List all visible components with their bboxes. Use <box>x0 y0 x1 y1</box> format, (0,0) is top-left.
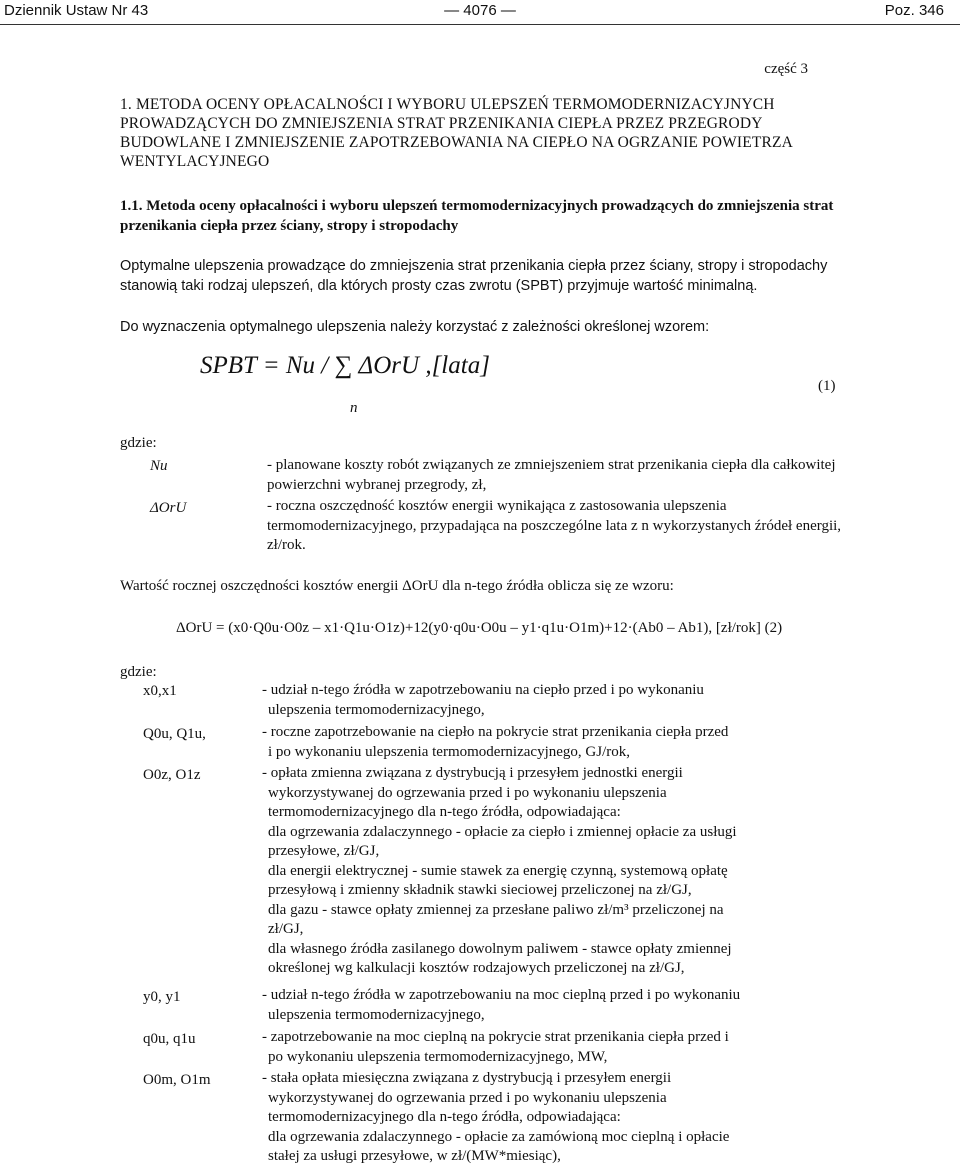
def-line: przesyłowe, zł/GJ, <box>268 843 380 859</box>
definition-q-small <box>262 1028 847 1067</box>
def-line: dla ogrzewania zdalaczynnego - opłacie za ciepło i zmiennej opłacie za usługi <box>268 823 737 840</box>
def-line: - opłata zmienna związana z dystrybucją i przesyłem jednostki energii <box>262 765 683 781</box>
header-divider <box>0 24 960 25</box>
part-label: część 3 <box>764 61 808 77</box>
symbol-nu: Nu <box>150 458 168 474</box>
def-line: zł/GJ, <box>268 921 304 937</box>
symbol-q: Q0u, Q1u, <box>143 726 206 742</box>
def-line: - udział n-tego źródła w zapotrzebowaniu na moc cieplną przed i po wykonaniu <box>262 987 741 1003</box>
definition-q <box>262 723 847 762</box>
symbol-q-small: q0u, q1u <box>143 1031 196 1047</box>
journal-name: Dziennik Ustaw Nr 43 <box>4 2 149 19</box>
def-line: termomodernizacyjnego dla n-tego źródła, odpowiadająca: <box>268 804 621 820</box>
def-line: - udział n-tego źródła w zapotrzebowaniu na ciepło przed i po wykonaniu <box>262 682 704 698</box>
def-line: i po wykonaniu ulepszenia termomodernizacyjnego, GJ/rok, <box>268 743 630 760</box>
def-line: określonej wg kalkulacji kosztów rodzajowych przeliczonej na zł/GJ, <box>268 960 685 976</box>
equation-number-1: (1) <box>818 378 836 394</box>
definition-delta-oru: - roczna oszczędność kosztów energii wynikająca z zastosowania ulepszenia termomodernizacyjnego, przypadająca na poszczególne lata z n wykorzystanych źródeł energii, zł/rok. <box>267 498 842 553</box>
def-line: ulepszenia termomodernizacyjnego, <box>268 1006 485 1023</box>
symbol-oz: O0z, O1z <box>143 767 201 783</box>
definition-oz <box>262 764 847 979</box>
def-line: - roczne zapotrzebowanie na ciepło na pokrycie strat przenikania ciepła przed <box>262 724 729 740</box>
formula-savings: ΔOrU = (x0·Q0u·O0z – x1·Q1u·O1z)+12(y0·q0u·O0u – y1·q1u·O1m)+12·(Ab0 – Ab1), [zł/rok] (2) <box>176 620 783 636</box>
definition-om <box>262 1069 847 1167</box>
paragraph-formula-intro: Do wyznaczenia optymalnego ulepszenia należy korzystać z zależności określonej wzorem: <box>120 319 710 335</box>
definition-y <box>262 986 847 1025</box>
symbol-y: y0, y1 <box>143 989 181 1005</box>
subsection-title: 1.1. Metoda oceny opłacalności i wyboru ulepszeń termomodernizacyjnych prowadzących do zmniejszenia strat przenikania ciepła przez ściany, stropy i stropodachy <box>120 198 834 234</box>
def-line: stałej za usługi przesyłowe, w zł/(MW*miesiąc), <box>268 1148 561 1164</box>
position-number: Poz. 346 <box>884 2 944 19</box>
formula-spbt <box>200 352 490 416</box>
def-line: po wykonaniu ulepszenia termomodernizacyjnego, MW, <box>268 1048 608 1065</box>
where-label-2: gdzie: <box>120 664 157 680</box>
paragraph-optimal: Optymalne ulepszenia prowadzące do zmniejszenia strat przenikania ciepła przez ściany, stropy i stropodachy stanowią taki rodzaj ulepszeń, dla których prosty czas zwrotu (SPBT) przyjmuje wartość minimalną. <box>120 258 828 294</box>
formula-spbt-expr: SPBT = Nu / ∑ ΔOrU ,[lata] <box>200 352 490 379</box>
def-line: ulepszenia termomodernizacyjnego, <box>268 701 485 718</box>
def-line: dla energii elektrycznej - sumie stawek za energię czynną, systemową opłatę <box>268 862 728 879</box>
def-line: dla własnego źródła zasilanego dowolnym paliwem - stawce opłaty zmiennej <box>268 940 732 957</box>
page-number: — 4076 — <box>444 2 516 19</box>
symbol-om: O0m, O1m <box>143 1072 211 1088</box>
sum-index: n <box>350 400 358 416</box>
def-line: przesyłową i zmienny składnik stawki sieciowej przeliczonej na zł/GJ, <box>268 882 692 898</box>
definition-nu: - planowane koszty robót związanych ze zmniejszeniem strat przenikania ciepła dla całkowitej powierzchni wybranej przegrody, zł, <box>267 457 836 493</box>
symbol-x: x0,x1 <box>143 683 177 699</box>
def-line: dla gazu - stawce opłaty zmiennej za przesłane paliwo zł/m³ przeliczonej na <box>268 901 724 918</box>
def-line: termomodernizacyjnego dla n-tego źródła, odpowiadająca: <box>268 1109 621 1125</box>
where-label-1: gdzie: <box>120 435 157 451</box>
def-line: - zapotrzebowanie na moc cieplną na pokrycie strat przenikania ciepła przed i <box>262 1029 729 1045</box>
definition-x <box>262 681 847 720</box>
def-line: - stała opłata miesięczna związana z dystrybucją i przesyłem energii <box>262 1070 672 1086</box>
def-line: dla ogrzewania zdalaczynnego - opłacie za zamówioną moc cieplną i opłacie <box>268 1128 730 1145</box>
section-title: 1. METODA OCENY OPŁACALNOŚCI I WYBORU ULEPSZEŃ TERMOMODERNIZACYJNYCH PROWADZĄCYCH DO ZMNIEJSZENIA STRAT PRZENIKANIA CIEPŁA PRZEZ PRZEGRODY BUDOWLANE I ZMNIEJSZENIE ZAPOTRZEBOWANIA NA CIEPŁO NA OGRZANIE POWIETRZA WENTYLACYJNEGO <box>120 96 793 170</box>
paragraph-savings-intro: Wartość rocznej oszczędności kosztów energii ΔOrU dla n-tego źródła oblicza się ze wzoru: <box>120 578 674 594</box>
def-line: wykorzystywanej do ogrzewania przed i po wykonaniu ulepszenia <box>268 1089 667 1106</box>
symbol-delta-oru: ΔOrU <box>150 500 187 516</box>
page-header <box>0 0 960 22</box>
def-line: wykorzystywanej do ogrzewania przed i po wykonaniu ulepszenia <box>268 784 667 801</box>
